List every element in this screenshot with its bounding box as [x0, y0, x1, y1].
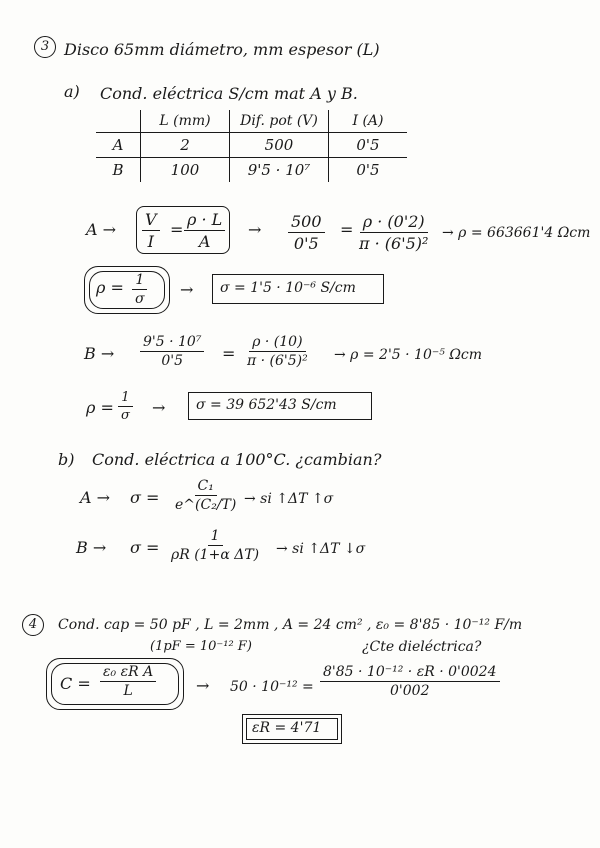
calc-lhs: 50 · 10⁻¹² =: [230, 679, 314, 695]
table-header: L (mm): [141, 110, 230, 133]
table-row: [96, 158, 407, 183]
fraction-denominator: 0'002: [390, 683, 430, 699]
fraction-numerator: V: [142, 210, 160, 231]
data-table: [96, 110, 407, 182]
fraction-numerator: 8'85 · 10⁻¹² · εR · 0'0024: [320, 664, 500, 682]
rho-lhs: ρ =: [96, 278, 124, 297]
rho-lhs: ρ =: [86, 398, 114, 417]
sigma-lhs: σ =: [130, 538, 160, 557]
fraction-denominator: 0'5: [161, 353, 184, 369]
fraction-numerator: ρ · (0'2): [360, 212, 428, 233]
table-cell: 500: [230, 133, 329, 158]
fraction-numerator: 9'5 · 10⁷: [140, 334, 204, 352]
sigma-lhs: σ =: [130, 488, 160, 507]
table-cell: 9'5 · 10⁷: [230, 158, 329, 183]
table-cell: 100: [141, 158, 230, 183]
fraction-denominator: 0'5: [293, 234, 319, 253]
fraction-v-over-i: [142, 210, 160, 251]
part-b-text: Cond. eléctrica a 100°C. ¿cambian?: [92, 450, 382, 469]
rho-a-result: → ρ = 663661'4 Ωcm: [442, 225, 591, 241]
fraction-denominator: π · (6'5)²: [359, 234, 429, 253]
rho-b-result: → ρ = 2'5 · 10⁻⁵ Ωcm: [334, 347, 483, 363]
capacitance-lhs: C =: [60, 674, 91, 693]
arrow: →: [196, 676, 210, 695]
table-cell: 2: [141, 133, 230, 158]
table-row-label: B: [96, 158, 141, 183]
problem-number-3: 3: [34, 36, 56, 58]
table-cell: 0'5: [329, 133, 408, 158]
arrow: →: [248, 220, 262, 239]
fraction-numerator: C₁: [195, 478, 217, 496]
part-b-label: b): [58, 450, 75, 469]
fraction-numerator: 500: [288, 212, 325, 233]
fraction-denominator: ρR (1+α ΔT): [171, 547, 260, 563]
problem-number-4: 4: [22, 614, 44, 636]
fraction-eps-over-l: [100, 664, 156, 699]
part-a-label: a): [64, 82, 80, 101]
problem-4-data: Cond. cap = 50 pF , L = 2mm , A = 24 cm² , ε₀ = 8'85 · 10⁻¹² F/m: [58, 617, 523, 633]
fraction-calc: [320, 664, 500, 699]
arrow: →: [152, 398, 166, 417]
fraction-denominator: I: [147, 232, 154, 251]
table-row: [96, 133, 407, 158]
table-row-label: A: [96, 133, 141, 158]
equals-sign: =: [222, 344, 236, 363]
problem-4-question: ¿Cte dieléctrica?: [362, 639, 482, 655]
fraction-denominator: π · (6'5)²: [247, 353, 308, 369]
table-header: I (A): [329, 110, 408, 133]
trend-a: → si ↑ΔT ↑σ: [244, 491, 334, 507]
eq-a-lead: A →: [86, 220, 117, 239]
eq-b-lead: B →: [84, 344, 115, 363]
fraction-numerator: 1: [208, 528, 223, 546]
fraction-denominator: σ: [135, 291, 145, 307]
sigma-b-result: σ = 39 652'43 S/cm: [196, 397, 337, 413]
fraction-denominator: e^(C₂/T): [175, 497, 237, 513]
problem-4-note: (1pF = 10⁻¹² F): [150, 639, 252, 654]
fraction-1-over-rho-r: [168, 528, 262, 563]
eq-b-a-lead: A →: [80, 488, 111, 507]
fraction-rho-10: [244, 334, 311, 369]
sigma-a-result: σ = 1'5 · 10⁻⁶ S/cm: [220, 280, 356, 296]
fraction-rho-l-over-a: [184, 210, 225, 251]
equals-sign: =: [170, 220, 184, 239]
fraction-denominator: A: [198, 232, 211, 251]
fraction-95e7-over-05: [140, 334, 204, 369]
arrow: →: [180, 280, 194, 299]
fraction-1-over-sigma: [132, 272, 148, 307]
fraction-500-over-05: [288, 212, 325, 253]
fraction-numerator: ε₀ εR A: [100, 664, 156, 682]
fraction-numerator: 1: [118, 390, 132, 407]
fraction-numerator: ρ · (10): [249, 334, 305, 352]
fraction-rho-02: [356, 212, 431, 253]
fraction-denominator: L: [123, 683, 133, 699]
fraction-denominator: σ: [121, 408, 130, 423]
fraction-numerator: ρ · L: [184, 210, 225, 231]
fraction-c1-over-exp: [172, 478, 239, 513]
part-a-text: Cond. eléctrica S/cm mat A y B.: [100, 84, 358, 103]
problem-3-title: Disco 65mm diámetro, mm espesor (L): [64, 40, 380, 59]
fraction-1-over-sigma: [118, 390, 133, 423]
equals-sign: =: [340, 220, 354, 239]
table-header: Dif. pot (V): [230, 110, 329, 133]
trend-b: → si ↑ΔT ↓σ: [276, 541, 366, 557]
eq-b-b-lead: B →: [76, 538, 107, 557]
table-header-row: [96, 110, 407, 133]
table-cell: 0'5: [356, 161, 380, 179]
fraction-numerator: 1: [132, 272, 147, 290]
epsilon-result: εR = 4'71: [252, 720, 322, 736]
